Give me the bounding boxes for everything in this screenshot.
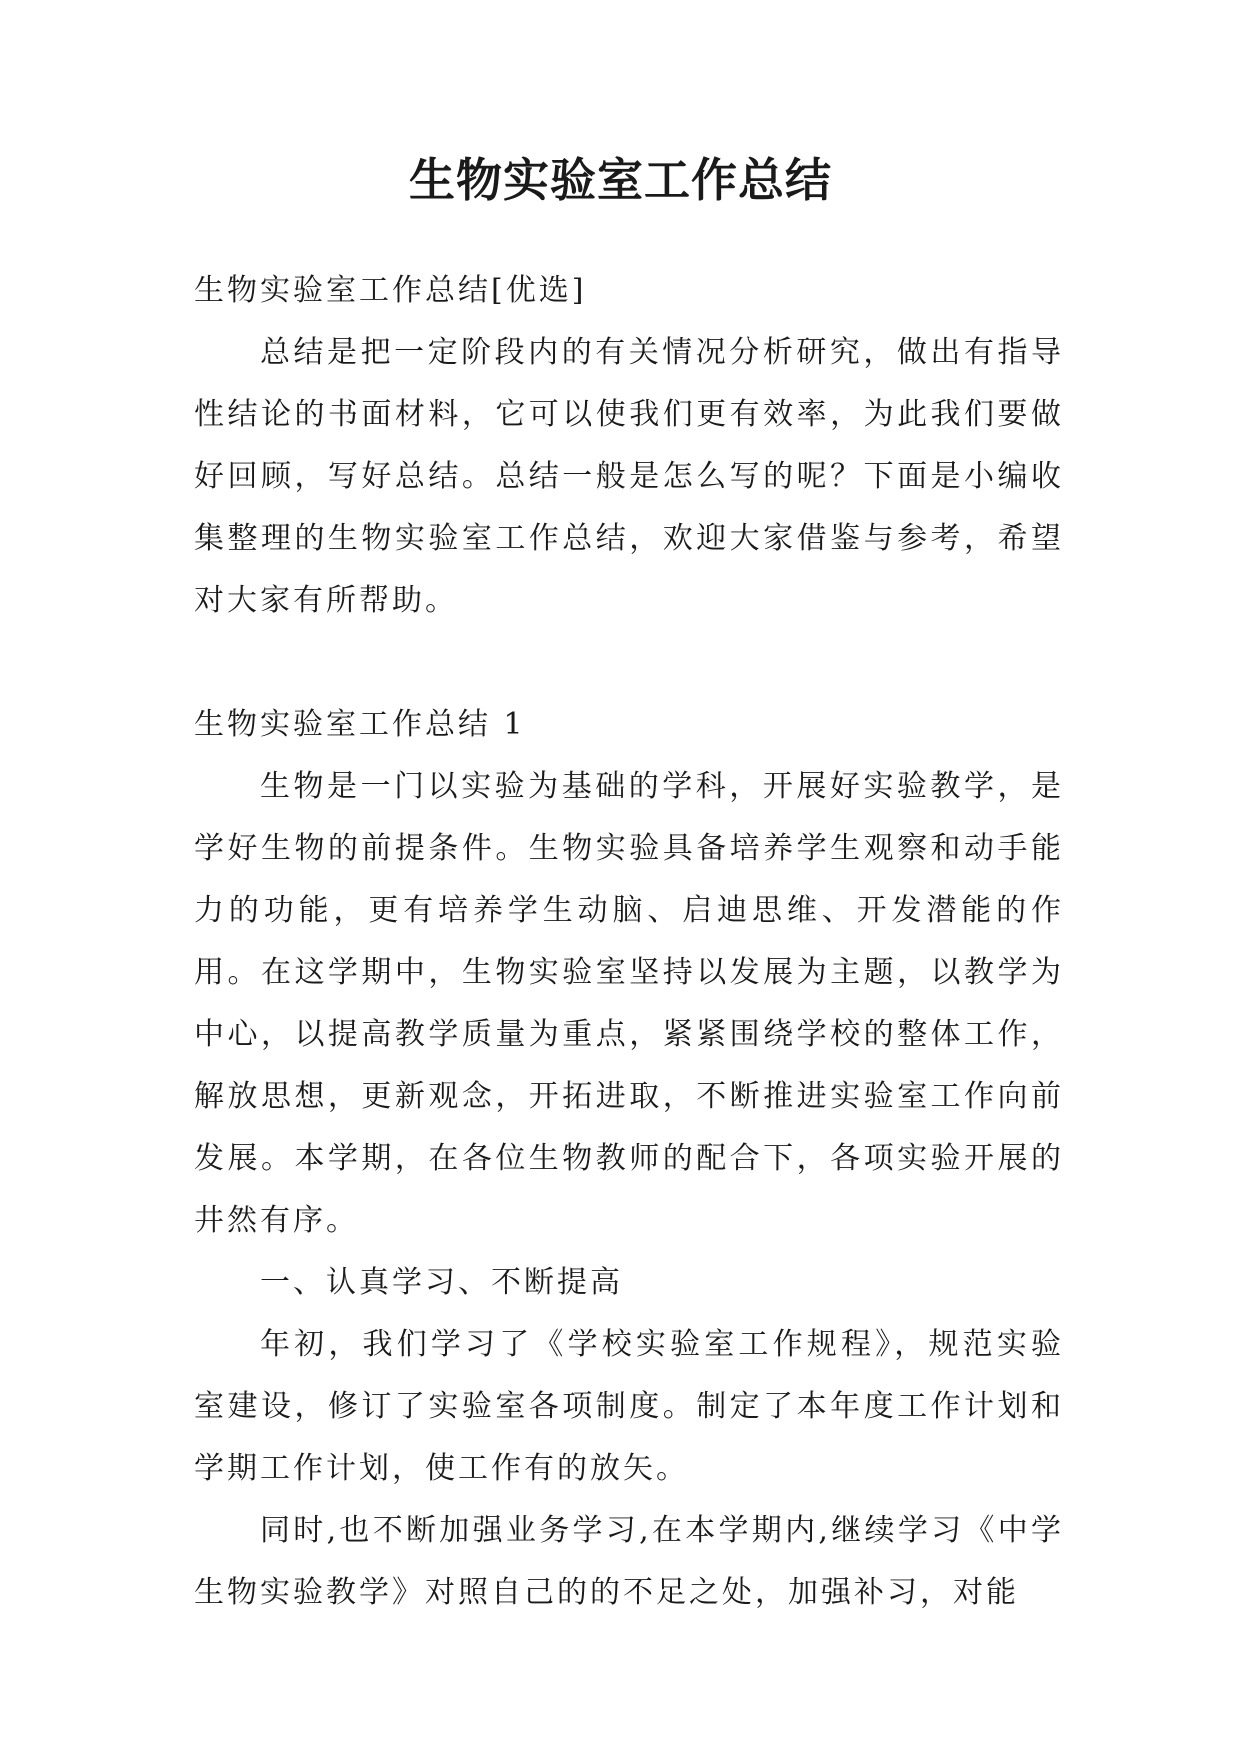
numbered-subheading: 一、认真学习、不断提高 [260, 1265, 623, 1300]
document-title: 生物实验室工作总结 [409, 153, 832, 207]
body-paragraph: 年初，我们学习了《学校实验室工作规程》，规范实验室建设，修订了实验室各项制度。制定了本年度工作计划和学期工作计划，使工作有的放矢。 [194, 1327, 1064, 1486]
document-subtitle: 生物实验室工作总结[优选] [194, 273, 587, 308]
section-heading: 生物实验室工作总结 1 [194, 707, 526, 742]
body-paragraph: 同时,也不断加强业务学习,在本学期内,继续学习《中学生物实验教学》对照自己的的不足之处，加强补习，对能 [194, 1513, 1064, 1610]
document-body [194, 260, 1064, 1624]
intro-paragraph: 总结是把一定阶段内的有关情况分析研究，做出有指导性结论的书面材料，它可以使我们更有效率，为此我们要做好回顾，写好总结。总结一般是怎么写的呢？下面是小编收集整理的生物实验室工作总结，欢迎大家借鉴与参考，希望对大家有所帮助。 [194, 335, 1064, 618]
body-paragraph: 生物是一门以实验为基础的学科，开展好实验教学，是学好生物的前提条件。生物实验具备培养学生观察和动手能力的功能，更有培养学生动脑、启迪思维、开发潜能的作用。在这学期中，生物实验室坚持以发展为主题，以教学为中心，以提高教学质量为重点，紧紧围绕学校的整体工作，解放思想，更新观念，开拓进取，不断推进实验室工作向前发展。本学期，在各位生物教师的配合下，各项实验开展的井然有序。 [194, 769, 1064, 1238]
paragraph-spacer [194, 632, 1064, 694]
